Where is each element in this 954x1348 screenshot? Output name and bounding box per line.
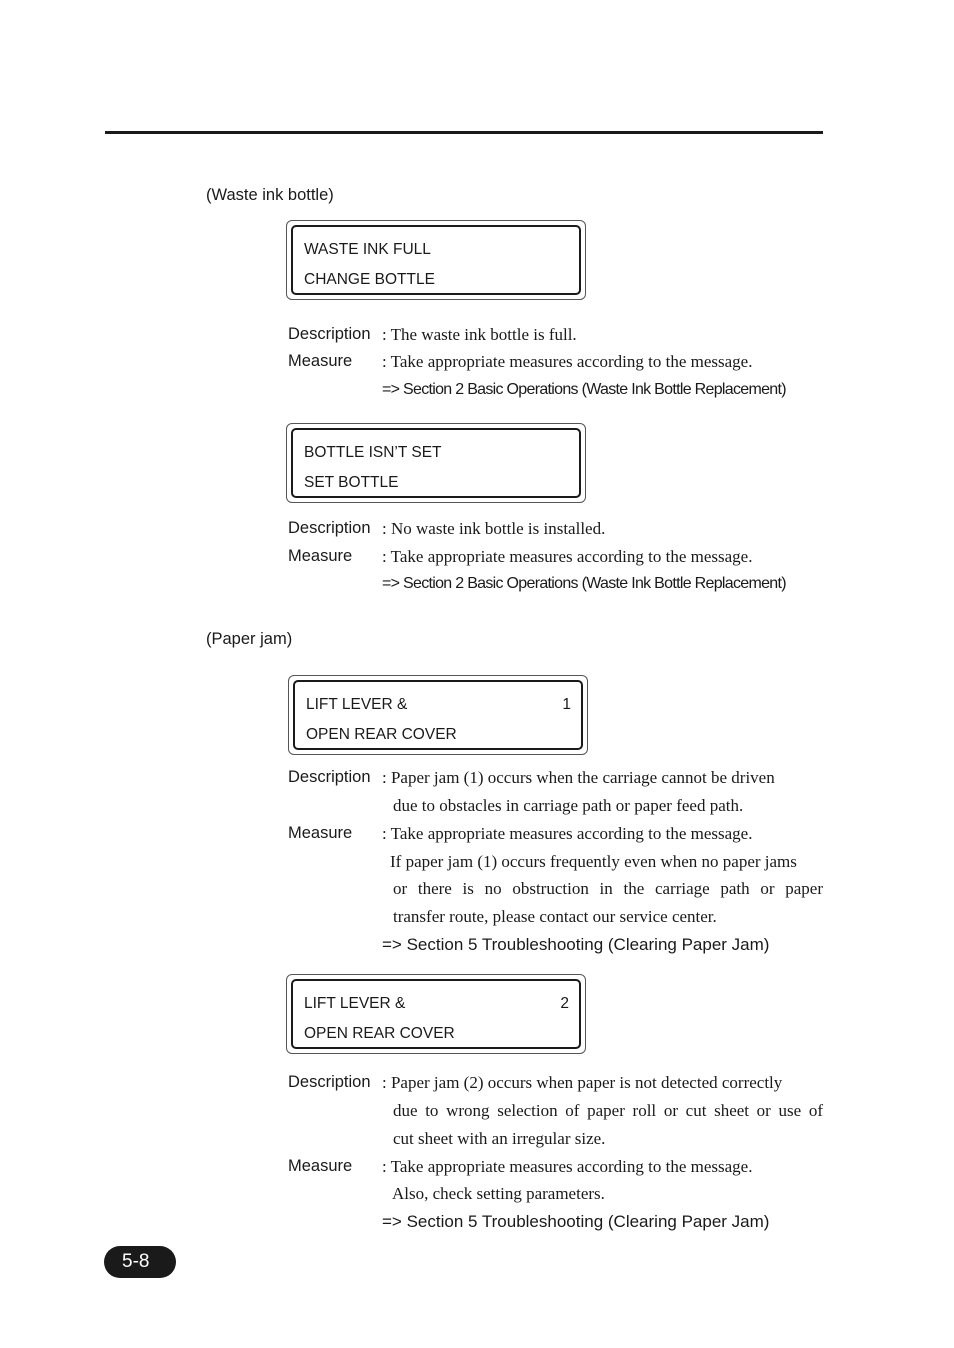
section-heading-paper-jam: (Paper jam): [206, 630, 293, 648]
measure-label: Measure: [288, 547, 353, 565]
section-reference: => Section 2 Basic Operations (Waste Ink Bottle Replacement): [382, 381, 786, 398]
description-text: : Paper jam (1) occurs when the carriage cannot be driven: [382, 768, 775, 787]
lcd-display-bottle-not-set: [286, 423, 586, 503]
lcd-line-2: CHANGE BOTTLE: [304, 271, 435, 288]
measure-text: : Take appropriate measures according to the message.: [382, 824, 753, 843]
description-text: : The waste ink bottle is full.: [382, 325, 577, 344]
description-text: : No waste ink bottle is installed.: [382, 519, 606, 538]
section-reference: => Section 2 Basic Operations (Waste Ink Bottle Replacement): [382, 575, 786, 592]
description-label: Description: [288, 1073, 371, 1091]
measure-text-continued: If paper jam (1) occurs frequently even when no paper jams: [390, 852, 797, 871]
lcd-display-waste-ink-full: [286, 220, 586, 300]
lcd-line-1: WASTE INK FULL: [304, 241, 431, 258]
lcd-error-number: 2: [560, 995, 569, 1012]
lcd-screen: [291, 428, 581, 498]
lcd-display-paper-jam-1: [288, 675, 588, 755]
lcd-line-2: SET BOTTLE: [304, 474, 399, 491]
lcd-display-paper-jam-2: [286, 974, 586, 1054]
description-label: Description: [288, 325, 371, 343]
lcd-line-2: OPEN REAR COVER: [304, 1025, 455, 1042]
description-text-continued: due to wrong selection of paper roll or cut sheet or use of: [393, 1101, 823, 1120]
lcd-screen: [291, 225, 581, 295]
lcd-screen: [291, 979, 581, 1049]
measure-text-continued: or there is no obstruction in the carriage path or paper: [393, 879, 823, 898]
measure-label: Measure: [288, 352, 353, 370]
header-rule: [105, 131, 823, 134]
page-number: 5-8: [122, 1251, 150, 1272]
measure-text: : Take appropriate measures according to the message.: [382, 547, 753, 566]
lcd-line-1: BOTTLE ISN’T SET: [304, 444, 442, 461]
measure-label: Measure: [288, 1157, 353, 1175]
lcd-line-1: LIFT LEVER &: [304, 995, 406, 1012]
lcd-line-2: OPEN REAR COVER: [306, 726, 457, 743]
page-number-badge: [104, 1246, 176, 1278]
measure-text-continued: transfer route, please contact our service center.: [393, 907, 717, 926]
lcd-screen: [293, 680, 583, 750]
measure-label: Measure: [288, 824, 353, 842]
lcd-error-number: 1: [562, 696, 571, 713]
measure-text: : Take appropriate measures according to the message.: [382, 1157, 753, 1176]
section-reference: => Section 5 Troubleshooting (Clearing Paper Jam): [382, 1212, 770, 1231]
description-text: : Paper jam (2) occurs when paper is not detected correctly: [382, 1073, 783, 1092]
description-text-continued: due to obstacles in carriage path or paper feed path.: [393, 796, 744, 815]
measure-text: : Take appropriate measures according to the message.: [382, 352, 753, 371]
section-heading-waste-ink: (Waste ink bottle): [206, 186, 334, 204]
measure-text-continued: Also, check setting parameters.: [392, 1184, 605, 1203]
lcd-line-1: LIFT LEVER &: [306, 696, 408, 713]
description-label: Description: [288, 519, 371, 537]
section-reference: => Section 5 Troubleshooting (Clearing Paper Jam): [382, 935, 770, 954]
description-text-continued: cut sheet with an irregular size.: [393, 1129, 606, 1148]
description-label: Description: [288, 768, 371, 786]
